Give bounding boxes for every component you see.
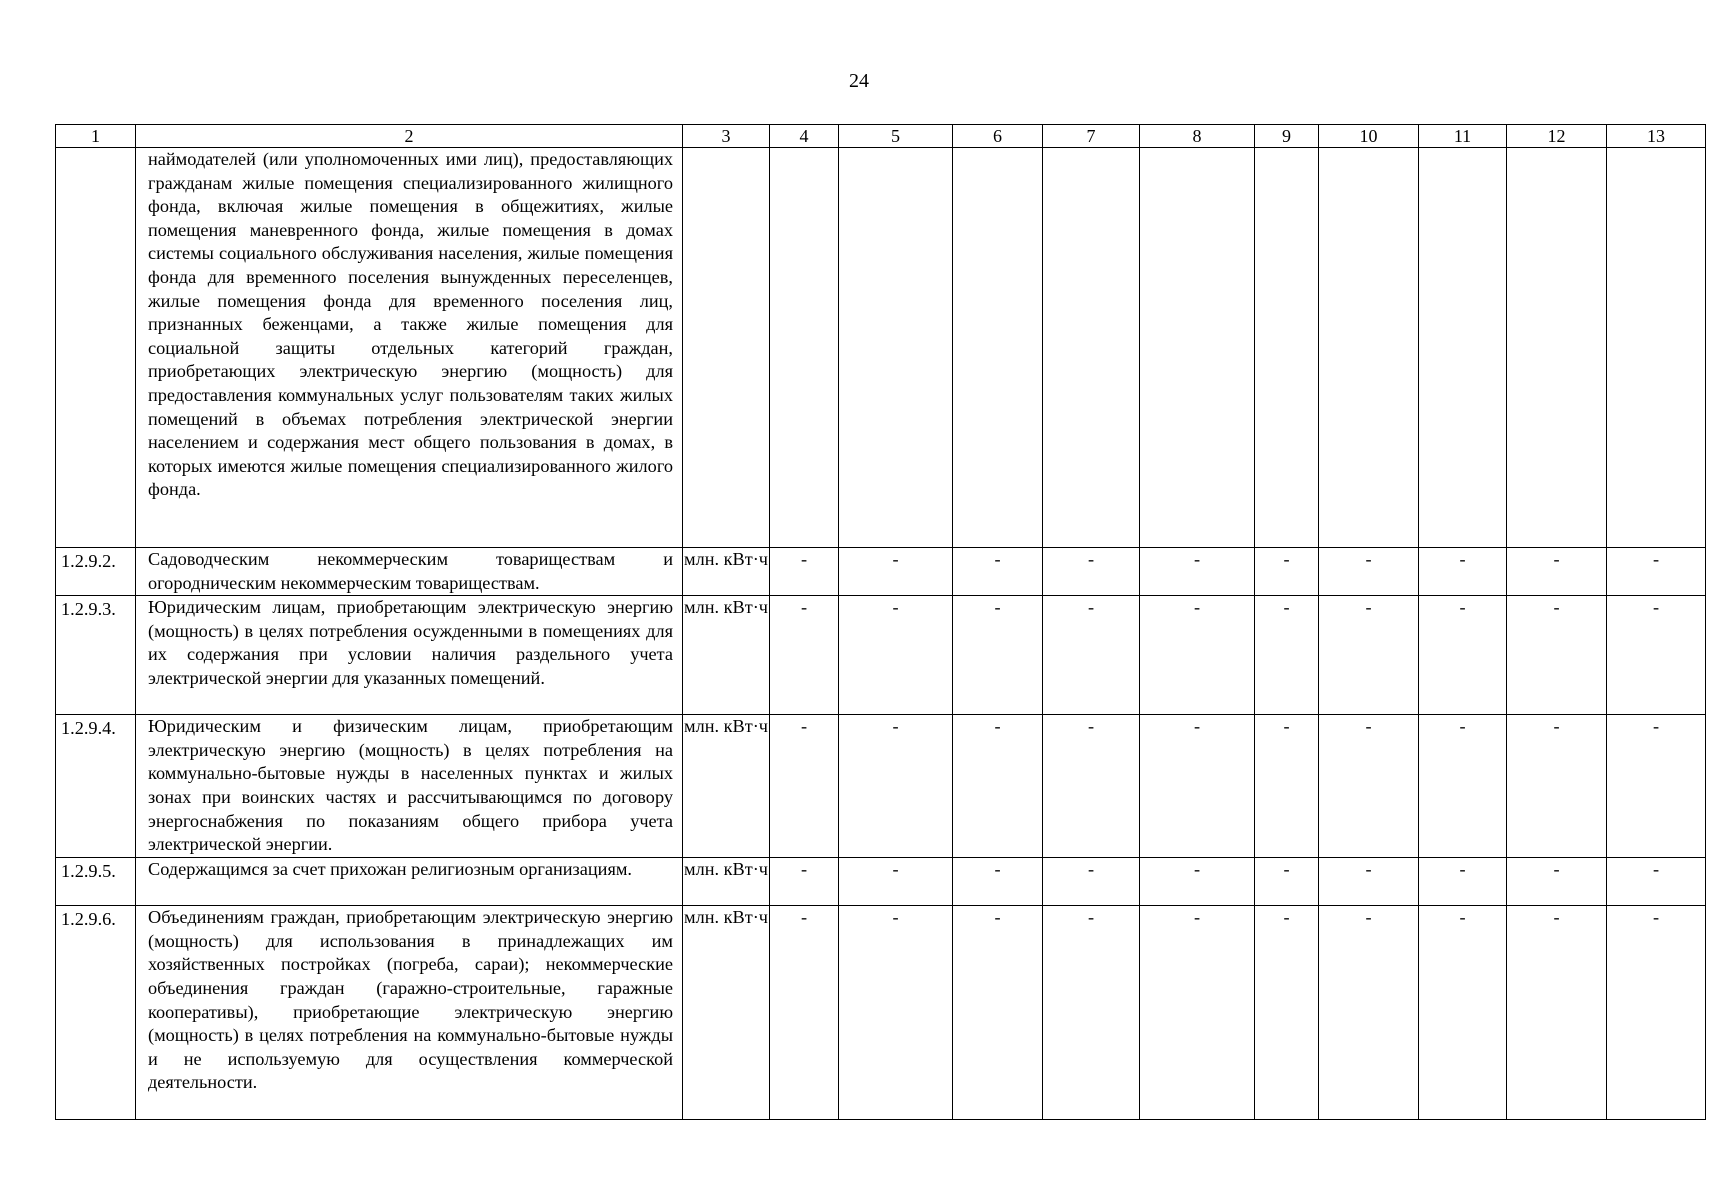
header-cell: 10 <box>1319 125 1419 148</box>
row-unit: млн. кВт·ч <box>683 906 770 1120</box>
row-value: - <box>770 858 839 906</box>
row-value: - <box>1507 715 1607 858</box>
row-value: - <box>1255 715 1319 858</box>
row-value: - <box>1607 906 1706 1120</box>
header-cell: 4 <box>770 125 839 148</box>
row-value: - <box>1507 596 1607 715</box>
table-row <box>56 715 1706 858</box>
row-value: - <box>1419 596 1507 715</box>
row-value <box>1507 148 1607 548</box>
row-value: - <box>953 906 1043 1120</box>
row-value: - <box>1319 906 1419 1120</box>
row-value: - <box>953 596 1043 715</box>
row-value: - <box>1319 858 1419 906</box>
row-value: - <box>839 906 953 1120</box>
row-value: - <box>1419 715 1507 858</box>
row-unit: млн. кВт·ч <box>683 548 770 596</box>
table-row <box>56 906 1706 1120</box>
row-value <box>1140 148 1255 548</box>
row-value: - <box>1140 858 1255 906</box>
row-value: - <box>1607 548 1706 596</box>
row-value: - <box>1607 596 1706 715</box>
data-table <box>55 124 1706 1120</box>
row-value: - <box>953 715 1043 858</box>
row-value <box>1607 148 1706 548</box>
row-value: - <box>839 548 953 596</box>
row-description <box>136 906 683 1120</box>
header-cell: 6 <box>953 125 1043 148</box>
row-code: 1.2.9.6. <box>56 906 136 1120</box>
row-unit: млн. кВт·ч <box>683 596 770 715</box>
row-value: - <box>839 858 953 906</box>
row-value: - <box>770 715 839 858</box>
header-cell: 13 <box>1607 125 1706 148</box>
row-description <box>136 715 683 858</box>
row-value <box>839 148 953 548</box>
header-cell: 8 <box>1140 125 1255 148</box>
header-cell: 3 <box>683 125 770 148</box>
row-value: - <box>1140 548 1255 596</box>
header-cell: 5 <box>839 125 953 148</box>
row-value: - <box>1319 548 1419 596</box>
row-value: - <box>1507 548 1607 596</box>
row-value: - <box>1607 858 1706 906</box>
row-value: - <box>1507 858 1607 906</box>
row-description <box>136 596 683 715</box>
table-row <box>56 148 1706 548</box>
row-value <box>1319 148 1419 548</box>
row-description <box>136 548 683 596</box>
row-value: - <box>839 596 953 715</box>
header-cell: 1 <box>56 125 136 148</box>
row-value <box>770 148 839 548</box>
row-value: - <box>1140 906 1255 1120</box>
row-value <box>1419 148 1507 548</box>
row-code: 1.2.9.4. <box>56 715 136 858</box>
row-unit <box>683 148 770 548</box>
row-description-text: Объединениям граждан, приобретающим электрическую энергию (мощность) для использования в принадлежащих им хозяйственных постройках (погреба, сараи); некоммерческие объединения граждан (гаражно-строительные, гаражные кооперативы), приобретающие электрическую энергию (мощность) в целях потребления на коммунально-бытовые нужды и не используемую для осуществления коммерческой деятельности. <box>148 907 673 1093</box>
row-value: - <box>1419 858 1507 906</box>
header-cell: 2 <box>136 125 683 148</box>
row-value: - <box>1319 715 1419 858</box>
row-value: - <box>1607 715 1706 858</box>
row-description-text: Юридическим лицам, приобретающим электрическую энергию (мощность) в целях потребления осужденными в помещениях для их содержания при условии наличия раздельного учета электрической энергии для указанных помещений. <box>148 597 673 688</box>
row-code: 1.2.9.3. <box>56 596 136 715</box>
row-value: - <box>1043 906 1140 1120</box>
row-value: - <box>1043 596 1140 715</box>
header-cell: 9 <box>1255 125 1319 148</box>
header-cell: 11 <box>1419 125 1507 148</box>
row-unit: млн. кВт·ч <box>683 858 770 906</box>
row-description-text: наймодателей (или уполномоченных ими лиц), предоставляющих гражданам жилые помещения специализированного жилищного фонда, включая жилые помещения в общежитиях, жилые помещения маневренного фонда, жилые помещения в домах системы социального обслуживания населения, жилые помещения фонда для временного поселения вынужденных переселенцев, жилые помещения фонда для временного поселения лиц, признанных беженцами, а также жилые помещения для социальной защиты отдельных категорий граждан, приобретающих электрическую энергию (мощность) для предоставления коммунальных услуг пользователям таких жилых помещений в объемах потребления электрической энергии населением и содержания мест общего пользования в домах, в которых имеются жилые помещения специализированного жилого фонда. <box>148 149 673 500</box>
row-value: - <box>953 548 1043 596</box>
row-value: - <box>1043 548 1140 596</box>
header-cell: 12 <box>1507 125 1607 148</box>
row-value: - <box>1255 906 1319 1120</box>
row-value: - <box>1255 548 1319 596</box>
row-value: - <box>1419 548 1507 596</box>
row-value <box>1255 148 1319 548</box>
row-value: - <box>1419 906 1507 1120</box>
row-description-text: Садоводческим некоммерческим товариществам и огородническим некоммерческим товариществам. <box>148 549 673 593</box>
row-value: - <box>1507 906 1607 1120</box>
header-cell: 7 <box>1043 125 1140 148</box>
row-value: - <box>770 906 839 1120</box>
row-value: - <box>953 858 1043 906</box>
row-value: - <box>1140 715 1255 858</box>
row-code: 1.2.9.2. <box>56 548 136 596</box>
row-value: - <box>1140 596 1255 715</box>
row-value: - <box>1255 858 1319 906</box>
row-description-text: Юридическим и физическим лицам, приобретающим электрическую энергию (мощность) в целях потребления на коммунально-бытовые нужды в населенных пунктах и жилых зонах при воинских частях и рассчитывающимся по договору энергоснабжения по показаниям общего прибора учета электрической энергии. <box>148 716 673 855</box>
row-value <box>1043 148 1140 548</box>
table-row <box>56 596 1706 715</box>
row-value <box>953 148 1043 548</box>
row-description-text: Содержащимся за счет прихожан религиозным организациям. <box>148 859 633 880</box>
row-value: - <box>1043 858 1140 906</box>
row-value: - <box>770 548 839 596</box>
row-value: - <box>1043 715 1140 858</box>
table-header-row <box>56 125 1706 148</box>
page-number: 24 <box>849 70 869 92</box>
row-value: - <box>770 596 839 715</box>
row-value: - <box>1319 596 1419 715</box>
row-value: - <box>1255 596 1319 715</box>
row-description <box>136 858 683 906</box>
row-code: 1.2.9.5. <box>56 858 136 906</box>
row-unit: млн. кВт·ч <box>683 715 770 858</box>
row-code <box>56 148 136 548</box>
row-description <box>136 148 683 548</box>
table-row <box>56 858 1706 906</box>
row-value: - <box>839 715 953 858</box>
table-row <box>56 548 1706 596</box>
